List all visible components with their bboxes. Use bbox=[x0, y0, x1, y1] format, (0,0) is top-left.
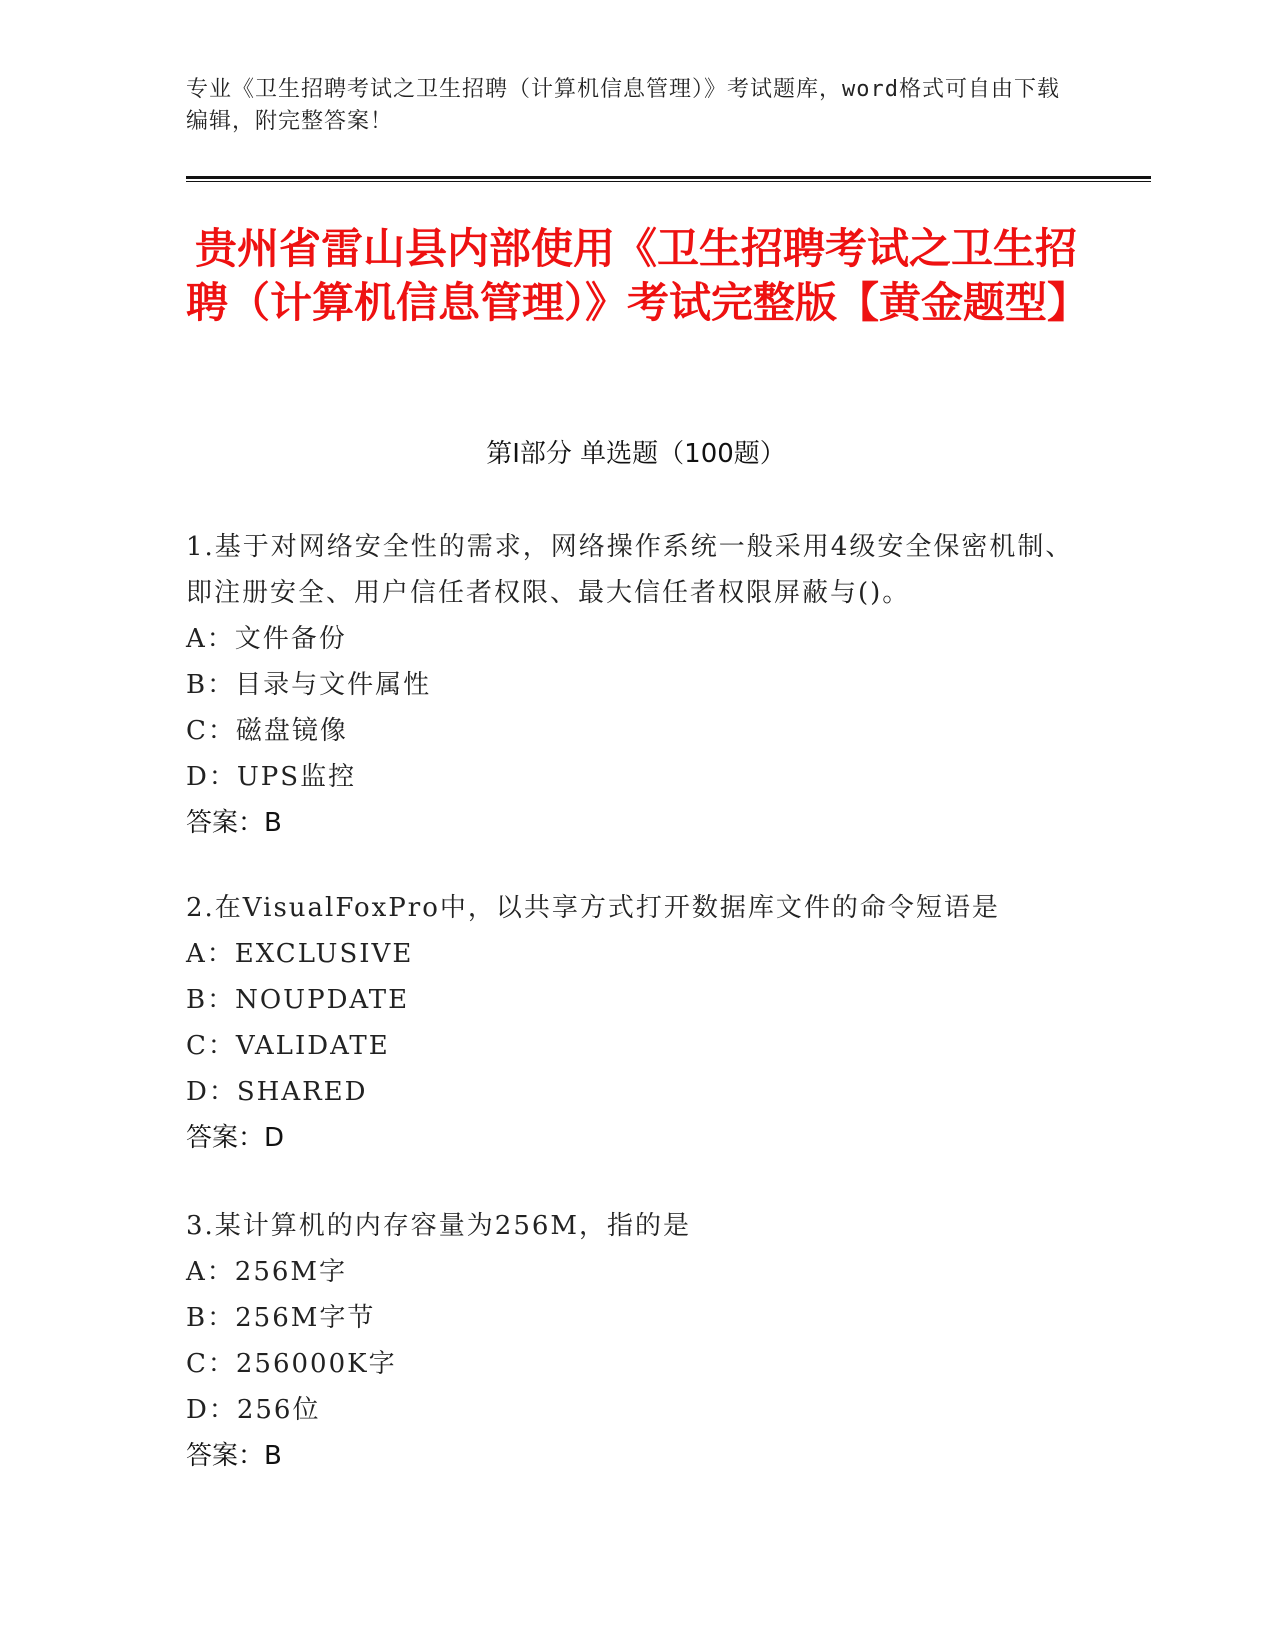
question-item bbox=[186, 885, 1086, 1161]
option-c: C：VALIDATE bbox=[186, 1031, 390, 1061]
option-d: D：256位 bbox=[186, 1395, 321, 1425]
option-d: D：SHARED bbox=[186, 1077, 368, 1107]
option-b: B：NOUPDATE bbox=[186, 985, 410, 1015]
answer-line: 答案：B bbox=[186, 808, 282, 838]
option-a: A：EXCLUSIVE bbox=[186, 939, 414, 969]
option-b: B：256M字节 bbox=[186, 1303, 376, 1333]
option-d: D：UPS监控 bbox=[186, 762, 357, 792]
answer-line: 答案：D bbox=[186, 1123, 285, 1153]
question-item bbox=[186, 1203, 1086, 1479]
option-a: A：文件备份 bbox=[186, 624, 347, 654]
question-stem: 2.在VisualFoxPro中，以共享方式打开数据库文件的命令短语是 bbox=[186, 893, 1000, 923]
header-note: 专业《卫生招聘考试之卫生招聘（计算机信息管理）》考试题库，word格式可自由下载编辑，附完整答案！ bbox=[186, 77, 1060, 134]
option-c: C：256000K字 bbox=[186, 1349, 397, 1379]
option-b: B：目录与文件属性 bbox=[186, 670, 432, 700]
document-title: 贵州省雷山县内部使用《卫生招聘考试之卫生招聘（计算机信息管理）》考试完整版【黄金题型】 bbox=[186, 224, 1090, 327]
option-c: C：磁盘镜像 bbox=[186, 716, 348, 746]
question-stem: 1.基于对网络安全性的需求，网络操作系统一般采用4级安全保密机制、即注册安全、用户信任者权限、最大信任者权限屏蔽与()。 bbox=[186, 532, 1074, 608]
header-divider-thick bbox=[186, 176, 1151, 179]
question-stem: 3.某计算机的内存容量为256M，指的是 bbox=[186, 1211, 692, 1241]
option-a: A：256M字 bbox=[186, 1257, 348, 1287]
question-item bbox=[186, 524, 1086, 846]
header-divider-thin bbox=[186, 181, 1151, 182]
answer-line: 答案：B bbox=[186, 1441, 282, 1471]
section-title: 第I部分 单选题（100题） bbox=[486, 439, 786, 469]
